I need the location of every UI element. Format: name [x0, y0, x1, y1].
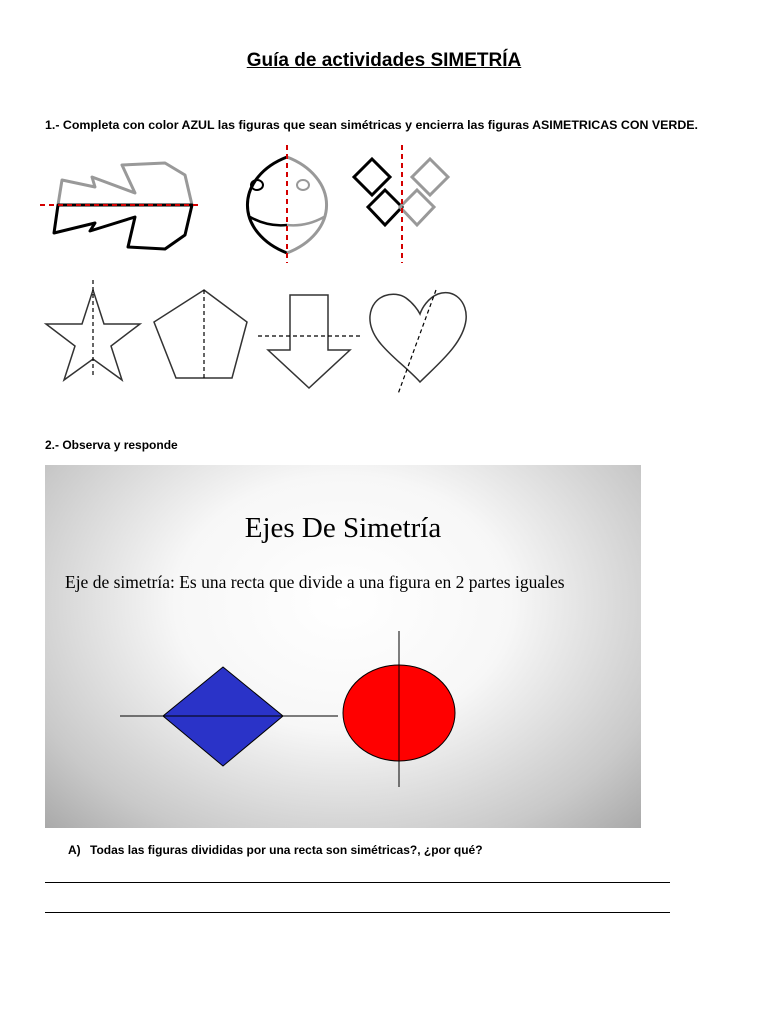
face-figure: [247, 145, 326, 263]
face-right-eye: [297, 180, 309, 190]
figures-row-1: [40, 145, 470, 265]
question-2-text: 2.- Observa y responde: [45, 438, 178, 452]
arrow-top-half: [58, 163, 192, 205]
face-right-half: [287, 157, 327, 253]
subquestion-text: Todas las figuras divididas por una recta son simétricas?, ¿por qué?: [90, 843, 483, 857]
answer-line-1[interactable]: [45, 882, 670, 883]
subquestion-a: [68, 843, 483, 857]
question-1-text: 1.- Completa con color AZUL las figuras que sean simétricas y encierra las figuras ASIMETRICAS CON VERDE.: [45, 118, 698, 132]
arrow-bottom-half: [54, 205, 192, 249]
down-arrow-outline: [268, 295, 350, 388]
face-mouth-right: [287, 217, 324, 225]
slide-title: Ejes De Simetría: [244, 512, 442, 544]
document-title: Guía de actividades SIMETRÍA: [246, 50, 522, 71]
pentagon-figure: [154, 290, 247, 378]
star-figure: [46, 280, 140, 380]
face-left-half: [247, 157, 287, 253]
figures-row-2: [40, 280, 480, 400]
slide-definition: Eje de simetría: Es una recta que divide a una figura en 2 partes iguales: [65, 572, 565, 592]
down-arrow-figure: [258, 295, 360, 388]
heart-figure: [370, 290, 466, 394]
heart-outline: [370, 293, 466, 382]
pentagon-outline: [154, 290, 247, 378]
face-mouth-left: [250, 217, 287, 225]
answer-line-2[interactable]: [45, 912, 670, 913]
diamonds-figure: [354, 145, 448, 263]
arrow-figure: [40, 163, 200, 249]
subquestion-letter: A): [68, 843, 81, 857]
symmetry-slide-image: [45, 465, 641, 828]
